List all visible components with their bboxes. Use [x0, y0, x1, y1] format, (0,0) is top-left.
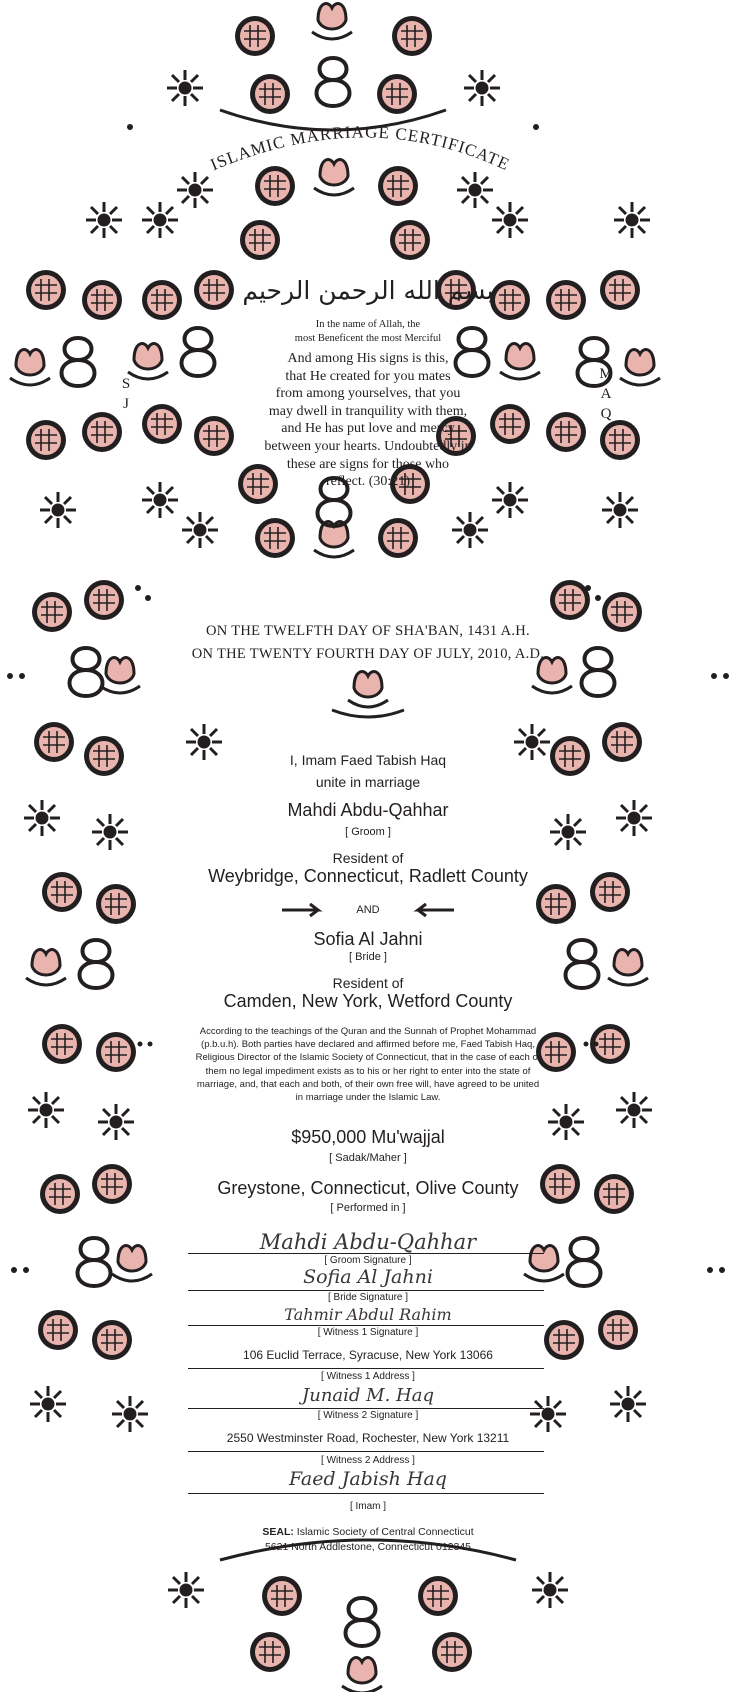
groom-resident-label: Resident of	[332, 850, 404, 866]
seal-name: Islamic Society of Central Connecticut	[296, 1526, 474, 1538]
witness2-address-label: [ Witness 2 Address ]	[321, 1455, 415, 1466]
witness2-signature: Junaid M. Haq	[302, 1385, 434, 1406]
groom-role: [ Groom ]	[345, 826, 391, 838]
imam-label: [ Imam ]	[349, 1501, 387, 1512]
date-hijri: ON THE TWELFTH DAY OF SHA'BAN, 1431 A.H.	[206, 623, 530, 639]
marriage-statement	[0, 1025, 736, 1104]
bismillah-translation	[0, 318, 736, 346]
groom-signature: Mahdi Abdu-Qahhar	[259, 1230, 477, 1254]
statement-line: marriage, and, that each and both, of their own free will, have agreed to be united	[196, 1078, 540, 1090]
bismillah-line: In the name of Allah, the	[315, 319, 421, 330]
imam-signature-line	[188, 1493, 544, 1494]
verse-line: And among His signs is this,	[287, 351, 449, 366]
witness1-address-line	[188, 1368, 544, 1369]
verse-line: these are signs for those who	[286, 456, 450, 472]
officiant-line: I, Imam Faed Tabish Haq	[289, 752, 447, 768]
verse-line: between your hearts. Undoubtedly in	[264, 438, 472, 454]
groom-signature-line	[188, 1253, 544, 1254]
witness1-signature-line	[188, 1325, 544, 1326]
witness2-signature-line	[188, 1408, 544, 1409]
officiant-line: unite in marriage	[315, 774, 421, 790]
statement-line: According to the teachings of the Quran and the Sunnah of Prophet Mohammad	[199, 1026, 537, 1037]
statement-line: Religious Director of the Islamic Society of Connecticut, that in the case of each of	[195, 1052, 541, 1064]
certificate-title: ISLAMIC MARRIAGE CERTIFICATE	[207, 122, 513, 175]
seal-label: SEAL:	[262, 1526, 294, 1538]
and-label: AND	[356, 904, 380, 916]
venue-label: [ Performed in ]	[330, 1202, 406, 1214]
witness1-address-label: [ Witness 1 Address ]	[321, 1371, 415, 1382]
bride-signature-line	[188, 1290, 544, 1291]
bride-name: Sofia Al Jahni	[313, 929, 423, 949]
imam-signature: Faed Jabish Haq	[289, 1468, 447, 1490]
bismillah-line: most Beneficent the most Merciful	[294, 333, 442, 344]
mahr-label: [ Sadak/Maher ]	[329, 1152, 407, 1164]
witness2-address-line	[188, 1451, 544, 1452]
witness1-address: 106 Euclid Terrace, Syracuse, New York 13066	[243, 1348, 493, 1362]
bride-signature: Sofia Al Jahni	[303, 1266, 433, 1288]
statement-line: in marriage under the Islamic Law.	[295, 1092, 441, 1104]
bride-role: [ Bride ]	[349, 951, 387, 963]
statement-line: (p.b.u.h). Both parties have declared and affirmed before me, Faed Tabish Haq,	[201, 1039, 535, 1051]
verse-line: from among yourselves, that you	[275, 386, 461, 402]
certificate-title-arc	[0, 0, 736, 230]
verse-line: that He created for you mates	[285, 368, 451, 384]
quran-verse	[0, 350, 736, 491]
seal-block	[0, 1526, 736, 1538]
groom-name: Mahdi Abdu-Qahhar	[287, 800, 449, 820]
bismillah-arabic: بسم الله الرحمن الرحيم	[242, 276, 494, 305]
bride-signature-label: [ Bride Signature ]	[327, 1292, 409, 1303]
verse-line: may dwell in tranquility with them,	[268, 403, 468, 419]
initial-letter: A	[600, 386, 612, 402]
initial-letter: M	[599, 366, 613, 382]
witness1-signature: Tahmir Abdul Rahim	[284, 1305, 452, 1324]
bride-residence: Camden, New York, Wetford County	[223, 991, 513, 1011]
bride-resident-label: Resident of	[332, 975, 404, 991]
groom-signature-label: [ Groom Signature ]	[324, 1255, 412, 1266]
statement-line: them no legal impediment exists as to his or her right to enter into the state of	[205, 1065, 531, 1077]
verse-line: reflect. (30:21)	[326, 474, 410, 490]
initial-letter: J	[123, 396, 129, 412]
mahr-amount: $950,000 Mu'wajjal	[291, 1127, 445, 1147]
venue-place: Greystone, Connecticut, Olive County	[217, 1178, 519, 1198]
initial-letter: Q	[600, 406, 612, 422]
date-gregorian: ON THE TWENTY FOURTH DAY OF JULY, 2010, A.D.	[191, 646, 545, 662]
groom-residence: Weybridge, Connecticut, Radlett County	[208, 866, 528, 886]
verse-line: and He has put love and mercy	[281, 421, 455, 437]
witness1-signature-label: [ Witness 1 Signature ]	[317, 1327, 419, 1338]
witness2-signature-label: [ Witness 2 Signature ]	[317, 1410, 419, 1421]
initial-letter: S	[121, 376, 131, 392]
seal-address: 5621 North Addlestone, Connecticut 012345	[264, 1541, 472, 1553]
witness2-address: 2550 Westminster Road, Rochester, New York 13211	[226, 1431, 510, 1445]
